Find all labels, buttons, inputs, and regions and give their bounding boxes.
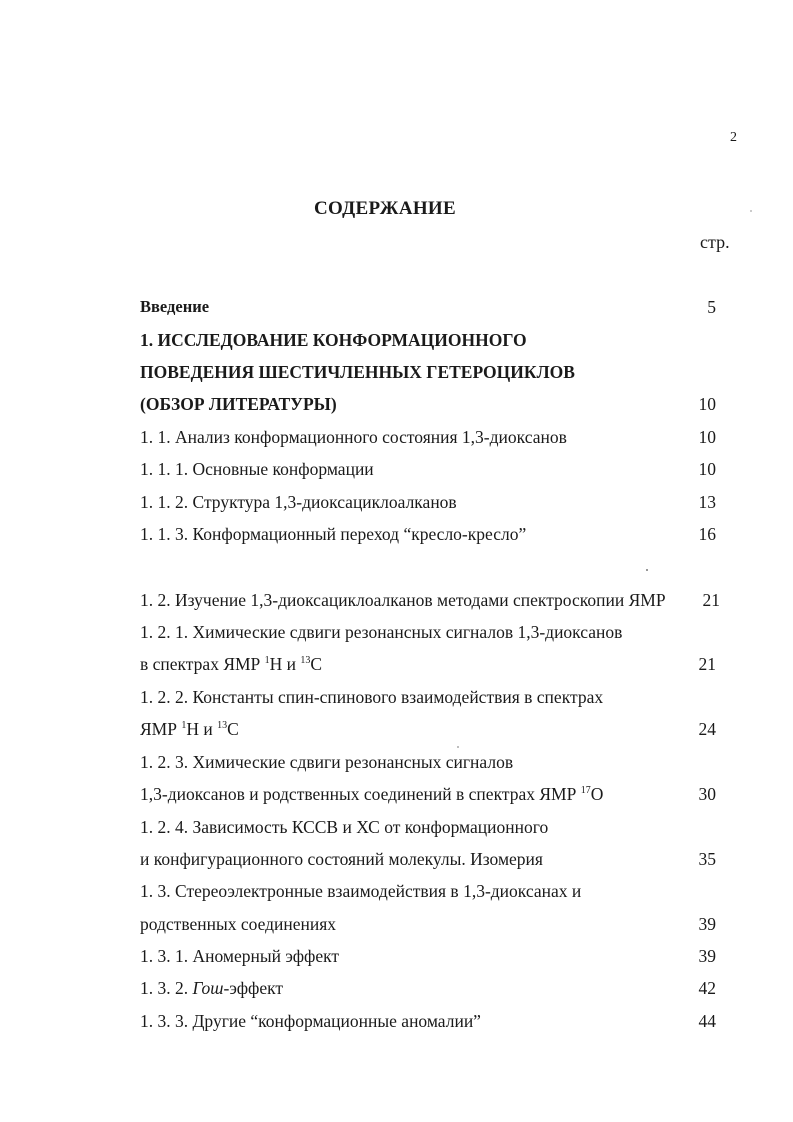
toc-entry-page: 5 xyxy=(707,297,716,317)
toc-entry-1-2-1-line1 xyxy=(140,618,720,646)
toc-entry-page: 13 xyxy=(698,492,716,512)
toc-entry-page: 16 xyxy=(698,524,716,544)
toc-entry-text: 1. 3. Стереоэлектронные взаимодействия в 1,3-диоксанах и xyxy=(140,881,582,901)
toc-entry-1-2-3-line1 xyxy=(140,748,720,776)
toc-entry-page: 24 xyxy=(698,719,716,739)
toc-entry-text: ПОВЕДЕНИЯ ШЕСТИЧЛЕННЫХ ГЕТЕРОЦИКЛОВ xyxy=(140,362,575,382)
toc-entry-1-3-1 xyxy=(140,942,720,970)
toc-entry-page: 10 xyxy=(698,427,716,447)
toc-entry-page: 44 xyxy=(698,1011,716,1031)
page-column-label: стр. xyxy=(700,232,730,252)
toc-entry-1-2 xyxy=(140,586,720,614)
toc-entry-1-3-line1 xyxy=(140,877,720,905)
toc-entry-text: 1. 3. 3. Другие “конформационные аномалии” xyxy=(140,1011,481,1031)
toc-entry-1-3-line2 xyxy=(140,910,720,938)
toc-entry-page: 30 xyxy=(698,784,716,804)
toc-entry-chapter1-line2 xyxy=(140,358,720,386)
toc-entry-page: 10 xyxy=(698,459,716,479)
toc-entry-page: 42 xyxy=(698,978,716,998)
toc-entry-1-2-2-line2 xyxy=(140,715,720,743)
toc-entry-1-2-2-line1 xyxy=(140,683,720,711)
toc-entry-page: 39 xyxy=(698,946,716,966)
toc-entry-text: 1. 1. 2. Структура 1,3-диоксациклоалканов xyxy=(140,492,457,512)
toc-entry-text: 1. ИССЛЕДОВАНИЕ КОНФОРМАЦИОННОГО xyxy=(140,330,527,350)
toc-entry-1-1-2 xyxy=(140,488,720,516)
toc-entry-1-1-3 xyxy=(140,520,720,548)
toc-entry-text: 1. 2. 1. Химические сдвиги резонансных сигналов 1,3-диоксанов xyxy=(140,622,623,642)
page-title: СОДЕРЖАНИЕ xyxy=(314,198,456,219)
toc-entry-1-2-1-line2 xyxy=(140,650,720,678)
page-number: 2 xyxy=(730,130,737,145)
toc-entry-page: 21 xyxy=(698,654,716,674)
toc-entry-text: 1. 1. 3. Конформационный переход “кресло-кресло” xyxy=(140,524,527,544)
toc-entry-1-2-4-line2 xyxy=(140,845,720,873)
toc-entry-introduction xyxy=(140,293,720,321)
toc-entry-page: 21 xyxy=(702,590,720,610)
toc-entry-page: 39 xyxy=(698,914,716,934)
toc-entry-text: 1. 1. 1. Основные конформации xyxy=(140,459,374,479)
toc-entry-text: 1. 1. Анализ конформационного состояния 1,3-диоксанов xyxy=(140,427,567,447)
toc-entry-chapter1-line3 xyxy=(140,390,720,418)
toc-entry-text: Введение xyxy=(140,297,210,316)
toc-entry-text: родственных соединениях xyxy=(140,914,337,934)
toc-entry-text: 1. 2. 3. Химические сдвиги резонансных сигналов xyxy=(140,752,514,772)
toc-entry-chapter1-line1 xyxy=(140,326,720,354)
toc-entry-text: и конфигурационного состояний молекулы. Изомерия xyxy=(140,849,543,869)
scan-speck xyxy=(646,569,648,571)
toc-entry-text: в спектрах ЯМР $^1$Н и $^{13}$С xyxy=(140,654,323,674)
toc-entry-1-2-4-line1 xyxy=(140,813,720,841)
toc-entry-text: 1. 2. 2. Константы спин-спинового взаимодействия в спектрах xyxy=(140,687,604,707)
toc-entry-text: 1. 2. Изучение 1,3-диоксациклоалканов методами спектроскопии ЯМР xyxy=(140,590,666,610)
toc-entry-1-3-2 xyxy=(140,974,720,1002)
scan-speck xyxy=(750,210,752,212)
toc-entry-1-2-3-line2 xyxy=(140,780,720,808)
scan-speck xyxy=(457,746,459,748)
toc-entry-text: (ОБЗОР ЛИТЕРАТУРЫ) xyxy=(140,394,337,414)
toc-entry-1-1-1 xyxy=(140,455,720,483)
toc-entry-text: ЯМР $^1$Н и $^{13}$С xyxy=(140,719,239,739)
toc-entry-text: 1. 3. 1. Аномерный эффект xyxy=(140,946,340,966)
toc-entry-page: 35 xyxy=(698,849,716,869)
toc-entry-text: 1. 3. 2. Гош-эффект xyxy=(140,978,284,998)
toc-entry-text: 1,3-диоксанов и родственных соединений в спектрах ЯМР $^{17}$О xyxy=(140,784,604,804)
toc-entry-1-3-3 xyxy=(140,1007,720,1035)
toc-entry-page: 10 xyxy=(698,394,716,414)
toc-entry-text: 1. 2. 4. Зависимость КССВ и ХС от конформационного xyxy=(140,817,549,837)
toc-entry-1-1 xyxy=(140,423,720,451)
